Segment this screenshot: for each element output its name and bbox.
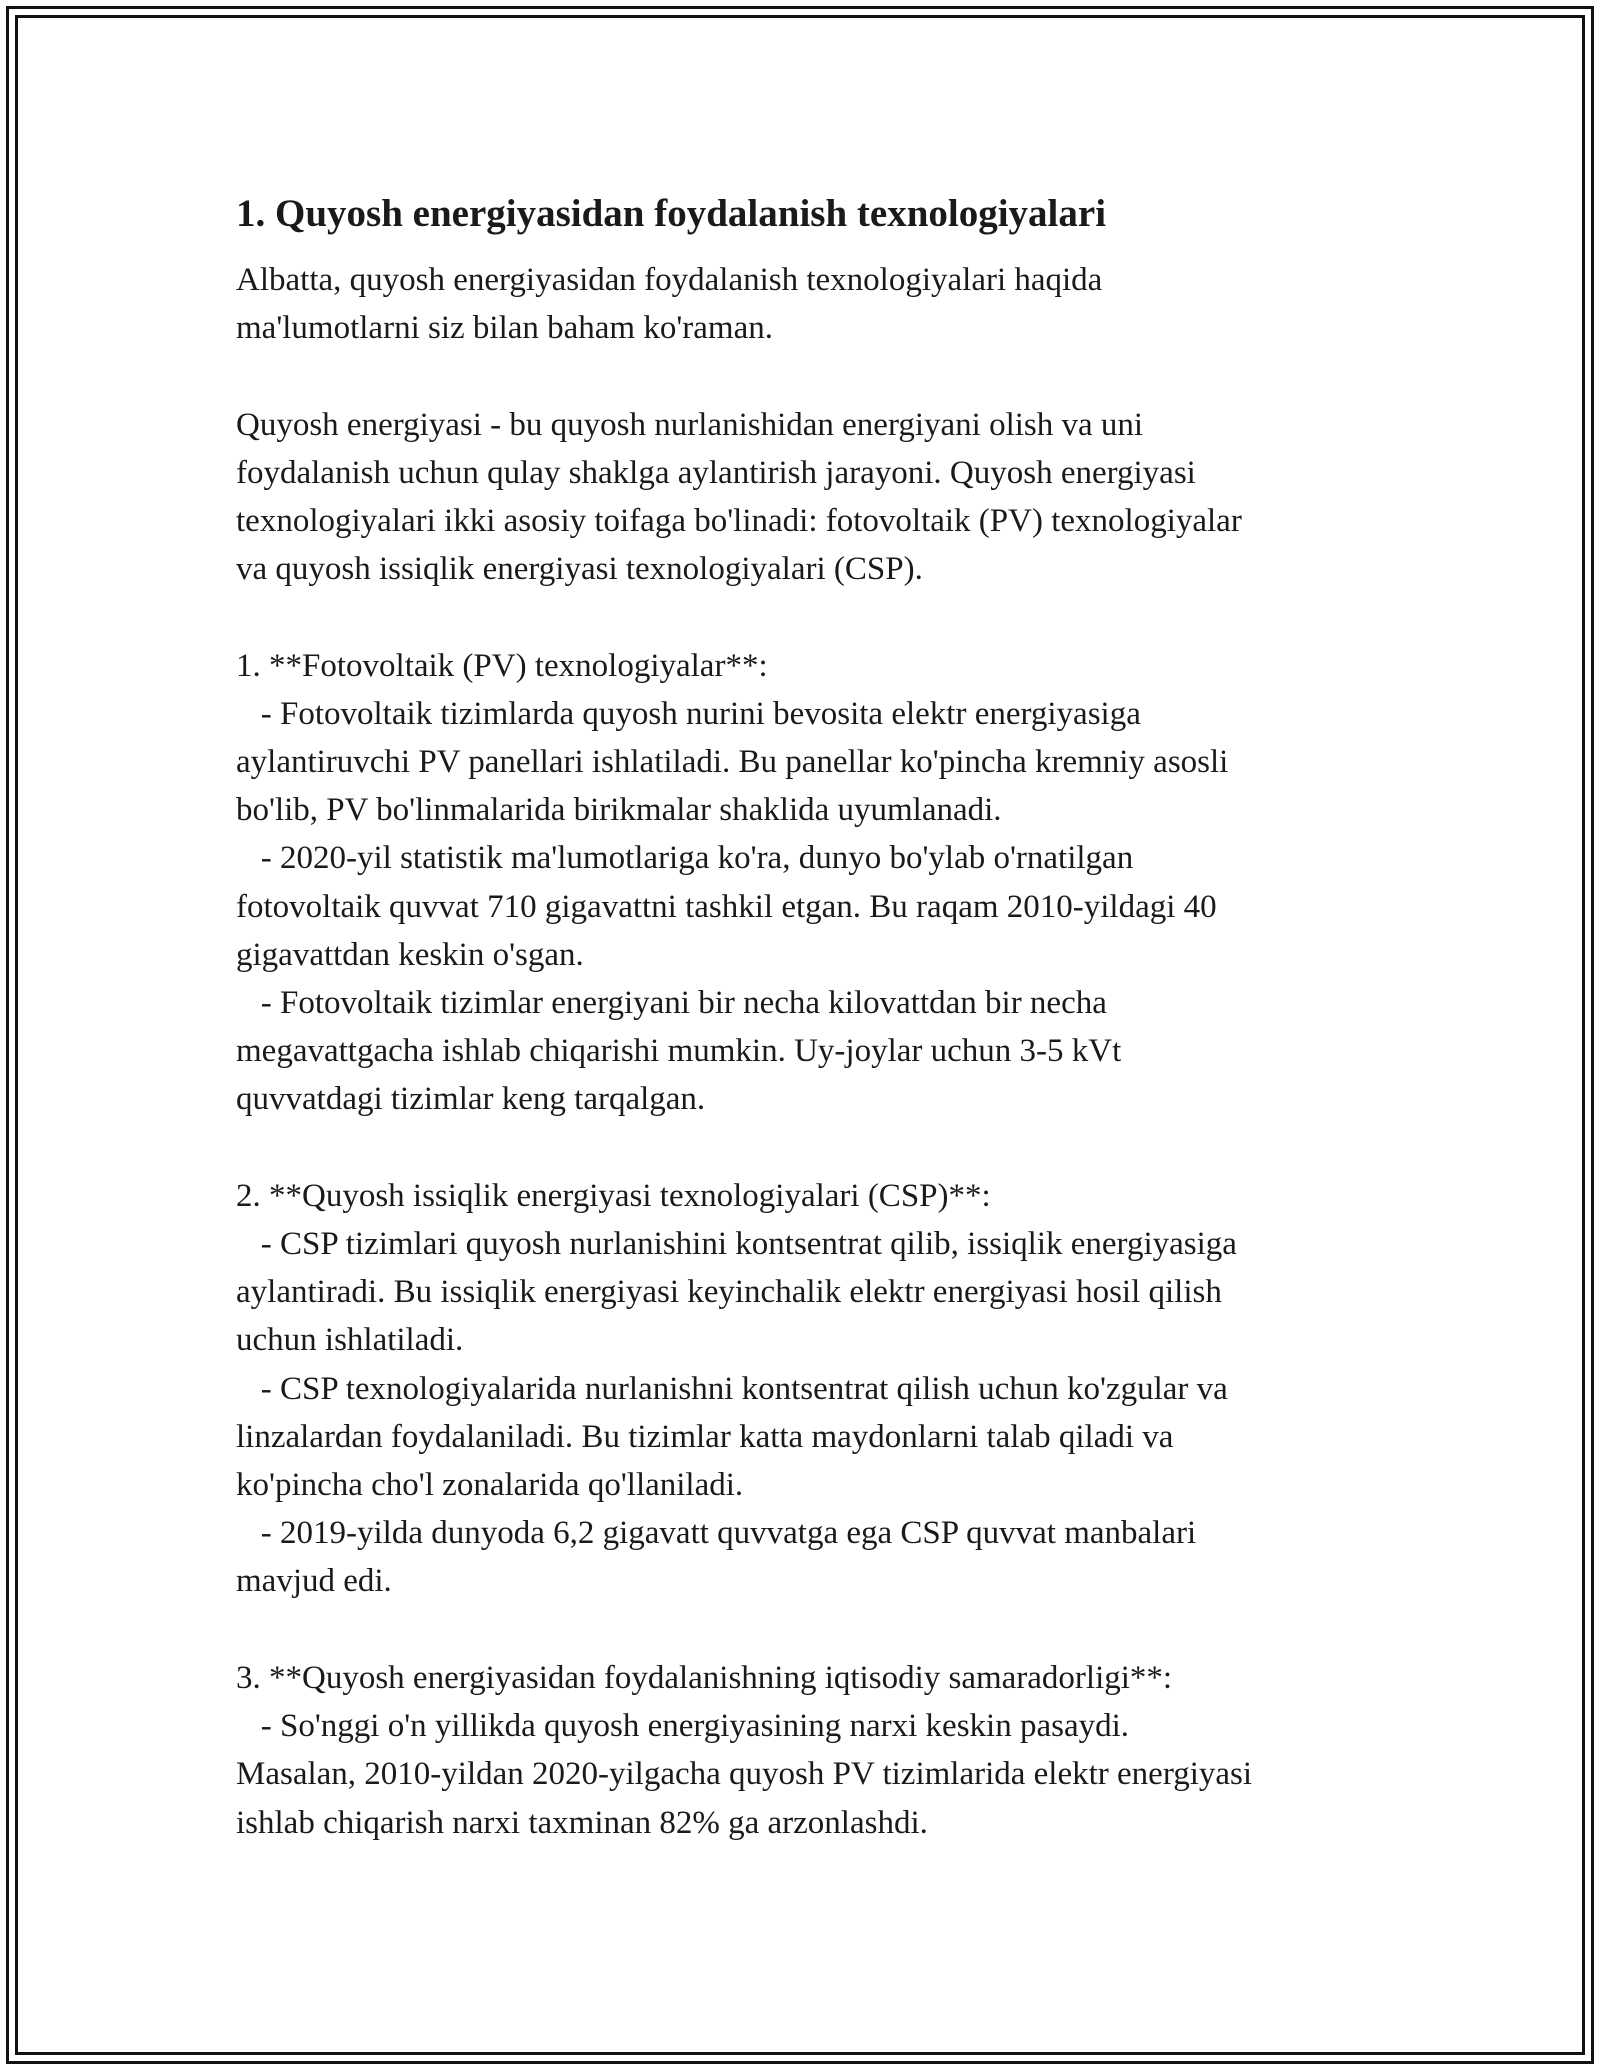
text-line: ma'lumotlarni siz bilan baham ko'raman. (236, 310, 773, 347)
text-line: - 2020-yil statistik ma'lumotlariga ko'ra, dunyo bo'ylab o'rnatilgan (236, 840, 1134, 877)
document-content (236, 186, 1386, 1847)
text-line: va quyosh issiqlik energiyasi texnologiyalari (CSP). (236, 551, 923, 588)
blank-line (236, 352, 1386, 400)
text-line: - CSP tizimlari quyosh nurlanishini kontsentrat qilib, issiqlik energiyasiga (236, 1226, 1237, 1263)
text-line: ko'pincha cho'l zonalarida qo'llaniladi. (236, 1467, 744, 1504)
document-body (236, 256, 1386, 1847)
text-line: mavjud edi. (236, 1563, 392, 1600)
text-line: Masalan, 2010-yildan 2020-yilgacha quyosh PV tizimlarida elektr energiyasi (236, 1756, 1253, 1793)
text-line: 2. **Quyosh issiqlik energiyasi texnologiyalari (CSP)**: (236, 1177, 991, 1214)
text-line: texnologiyalari ikki asosiy toifaga bo'linadi: fotovoltaik (PV) texnologiyalar (236, 503, 1242, 540)
text-line: megavattgacha ishlab chiqarishi mumkin. Uy-joylar uchun 3-5 kVt (236, 1033, 1122, 1070)
text-line: - Fotovoltaik tizimlarda quyosh nurini bevosita elektr energiyasiga (236, 695, 1141, 732)
text-line: - Fotovoltaik tizimlar energiyani bir necha kilovattdan bir necha (236, 985, 1107, 1022)
text-line: 1. **Fotovoltaik (PV) texnologiyalar**: (236, 647, 768, 684)
text-line: Albatta, quyosh energiyasidan foydalanish texnologiyalari haqida (236, 262, 1103, 298)
text-line: aylantiruvchi PV panellari ishlatiladi. Bu panellar ko'pincha kremniy asosli (236, 744, 1229, 781)
text-line: aylantiradi. Bu issiqlik energiyasi keyinchalik elektr energiyasi hosil qilish (236, 1274, 1222, 1311)
text-line: bo'lib, PV bo'linmalarida birikmalar shaklida uyumlanadi. (236, 792, 1002, 829)
text-line: ishlab chiqarish narxi taxminan 82% ga arzonlashdi. (236, 1804, 928, 1841)
text-line: quvvatdagi tizimlar keng tarqalgan. (236, 1081, 706, 1118)
text-line: linzalardan foydalaniladi. Bu tizimlar katta maydonlarni talab qiladi va (236, 1418, 1174, 1455)
blank-line (236, 1124, 1386, 1172)
document-title: 1. Quyosh energiyasidan foydalanish texnologiyalari (236, 192, 1107, 235)
text-line: - 2019-yilda dunyoda 6,2 gigavatt quvvatga ega CSP quvvat manbalari (236, 1515, 1197, 1552)
text-line: fotovoltaik quvvat 710 gigavattni tashkil etgan. Bu raqam 2010-yildagi 40 (236, 888, 1217, 925)
text-line: - CSP texnologiyalarida nurlanishni kontsentrat qilish uchun ko'zgular va (236, 1370, 1228, 1407)
text-line: - So'nggi o'n yillikda quyosh energiyasining narxi keskin pasaydi. (236, 1708, 1130, 1745)
text-line: foydalanish uchun qulay shaklga aylantirish jarayoni. Quyosh energiyasi (236, 454, 1196, 491)
text-line: gigavattdan keskin o'sgan. (236, 936, 584, 973)
text-line: Quyosh energiyasi - bu quyosh nurlanishidan energiyani olish va uni (236, 406, 1144, 443)
blank-line (236, 1606, 1386, 1654)
text-line: 3. **Quyosh energiyasidan foydalanishning iqtisodiy samaradorligi**: (236, 1659, 1173, 1696)
text-line: uchun ishlatiladi. (236, 1322, 464, 1359)
blank-line (236, 593, 1386, 641)
